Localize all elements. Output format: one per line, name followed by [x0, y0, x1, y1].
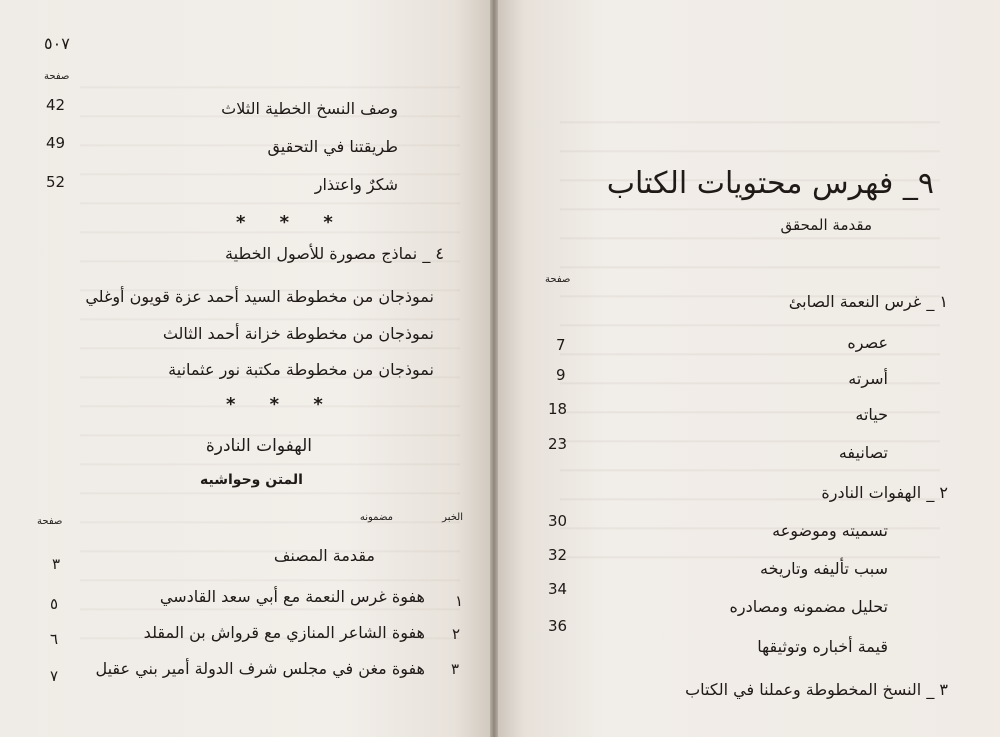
book-gutter [490, 0, 498, 737]
col-madmun: مضمونه [359, 512, 393, 523]
s2-page-4: 36 [548, 617, 568, 635]
s1-page-4: 23 [548, 435, 568, 453]
right-col-header-page: صفحة [545, 274, 571, 285]
index-subtitle: مقدمة المحقق [780, 216, 872, 234]
row-page-1: ٥ [50, 595, 59, 613]
book-title: الهفوات النادرة [205, 436, 312, 456]
entry-text-1: وصف النسخ الخطية الثلاث [221, 99, 398, 118]
row-num-1: ١ [455, 592, 464, 610]
intro-page: ٣ [52, 555, 61, 573]
intro-text: مقدمة المصنف [273, 546, 375, 565]
s1-item-3: حياته [855, 405, 888, 424]
s1-page-3: 18 [548, 400, 568, 418]
separator-stars-2: * * * [226, 394, 337, 415]
sample-1: نموذجان من مخطوطة السيد أحمد عزة قويون أوغلي [85, 287, 434, 306]
row-num-3: ٣ [451, 660, 460, 678]
row-page-3: ٧ [50, 667, 59, 685]
left-col-header-page: صفحة [44, 71, 70, 82]
entry-page-2: 49 [46, 134, 66, 152]
row-text-1: هفوة غرس النعمة مع أبي سعد القادسي [159, 587, 425, 606]
index-title: ٩_ فهرس محتويات الكتاب [606, 166, 934, 201]
s1-page-2: 9 [556, 366, 566, 384]
separator-stars: * * * [236, 212, 347, 233]
s2-page-3: 34 [548, 580, 568, 598]
section4-heading: ٤ _ نماذج مصورة للأصول الخطية [225, 244, 444, 263]
section1-heading: ١ _ غرس النعمة الصابئ [788, 292, 948, 311]
s2-item-1: تسميته وموضوعه [772, 521, 888, 540]
s1-page-1: 7 [556, 336, 566, 354]
left-page-number: ٥٠٧ [44, 34, 70, 53]
row-page-2: ٦ [50, 630, 59, 648]
row-num-2: ٢ [452, 625, 461, 643]
book-subtitle: المتن وحواشيه [200, 472, 303, 488]
sample-2: نموذجان من مخطوطة خزانة أحمد الثالث [162, 324, 434, 343]
entry-page-3: 52 [46, 173, 66, 191]
s1-item-2: أسرته [848, 369, 888, 388]
entry-text-3: شكرٌ واعتذار [314, 175, 398, 194]
s2-item-3: تحليل مضمونه ومصادره [729, 597, 888, 616]
s1-item-4: تصانيفه [838, 443, 888, 462]
s2-item-4: قيمة أخباره وتوثيقها [757, 637, 888, 656]
entry-page-1: 42 [46, 96, 66, 114]
s2-item-2: سبب تأليفه وتاريخه [760, 559, 888, 578]
s1-item-1: عصره [847, 333, 888, 352]
sample-3: نموذجان من مخطوطة مكتبة نور عثمانية [168, 360, 434, 379]
row-text-2: هفوة الشاعر المنازي مع قرواش بن المقلد [143, 623, 425, 642]
entry-text-2: طريقتنا في التحقيق [267, 137, 398, 156]
s2-page-1: 30 [548, 512, 568, 530]
col-khabar: الخبر [442, 512, 463, 523]
s2-page-2: 32 [548, 546, 568, 564]
section2-heading: ٢ _ الهفوات النادرة [821, 483, 948, 502]
col-page: صفحة [37, 516, 63, 527]
row-text-3: هفوة مغن في مجلس شرف الدولة أمير بني عقيل [95, 659, 425, 678]
section3-heading: ٣ _ النسخ المخطوطة وعملنا في الكتاب [685, 680, 948, 699]
